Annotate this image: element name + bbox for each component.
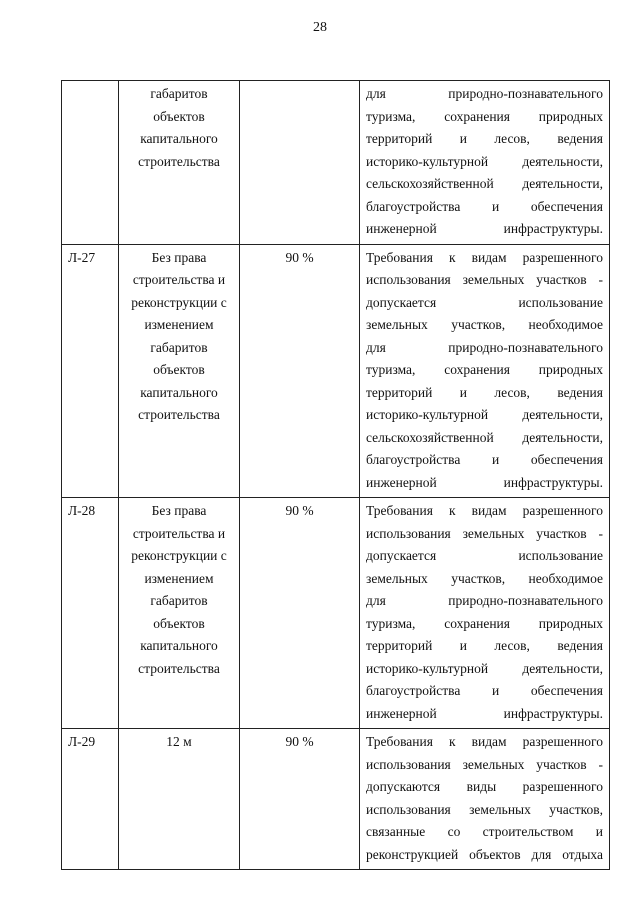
param-line: Без права	[151, 249, 207, 265]
percent-cell: 90 %	[240, 498, 360, 729]
req-line: реконструкцией объектов для отдыха	[366, 846, 603, 862]
req-line: территорий и лесов, ведения	[366, 384, 603, 400]
req-line: инженерной инфраструктуры.	[366, 705, 603, 721]
param-line: капитального	[140, 131, 218, 146]
zoning-table	[61, 80, 610, 870]
height-param-cell	[119, 244, 240, 498]
req-line: земельных участков, необходимое	[366, 570, 603, 586]
req-line: территорий и лесов, ведения	[366, 131, 603, 146]
param-line: реконструкции с	[131, 294, 227, 310]
requirements-cell	[360, 244, 610, 498]
param-line: строительства	[138, 407, 220, 422]
requirements-cell	[360, 498, 610, 729]
req-line: Требования к видам разрешенного	[366, 503, 603, 518]
req-line: историко-культурной деятельности,	[366, 660, 603, 676]
percent-cell	[240, 81, 360, 245]
req-line: для природно-познавательного	[366, 593, 603, 608]
table-row	[62, 81, 610, 245]
req-line: земельных участков, необходимое	[366, 317, 603, 332]
zone-code-cell: Л-28	[62, 498, 119, 729]
param-line: реконструкции с	[131, 548, 227, 563]
param-line: габаритов	[150, 593, 208, 608]
req-line: туризма, сохранения природных	[366, 108, 603, 124]
param-line: изменением	[144, 570, 214, 586]
percent-cell: 90 %	[240, 244, 360, 498]
param-line: объектов	[153, 362, 205, 377]
req-line: сельскохозяйственной деятельности,	[366, 429, 603, 445]
height-param-cell	[119, 729, 240, 870]
req-line: использования земельных участков -	[366, 756, 603, 772]
req-line: благоустройства и обеспечения	[366, 198, 603, 214]
req-line: сельскохозяйственной деятельности,	[366, 176, 603, 191]
req-line: допускается использование	[366, 294, 603, 310]
req-line: туризма, сохранения природных	[366, 615, 603, 631]
req-line: допускается использование	[366, 548, 603, 563]
page-number: 28	[313, 20, 327, 35]
param-line: Без права	[151, 503, 207, 518]
req-line: использования земельных участков -	[366, 525, 603, 541]
param-line: объектов	[153, 615, 205, 631]
zone-code-cell	[62, 81, 119, 245]
req-line: для природно-познавательного	[366, 86, 603, 101]
req-line: допускаются виды разрешенного	[366, 779, 603, 794]
param-line: капитального	[140, 384, 218, 400]
zoning-table-body	[62, 81, 610, 870]
param-line: изменением	[144, 317, 214, 332]
req-line: инженерной инфраструктуры.	[366, 474, 603, 490]
param-line: габаритов	[150, 86, 208, 101]
table-row	[62, 729, 610, 870]
req-line: историко-культурной деятельности,	[366, 407, 603, 422]
zone-code-cell: Л-27	[62, 244, 119, 498]
req-line: инженерной инфраструктуры.	[366, 221, 603, 236]
req-line: Требования к видам разрешенного	[366, 734, 603, 749]
req-line: связанные со строительством и	[366, 824, 603, 839]
req-line: использования земельных участков -	[366, 272, 603, 287]
param-line: габаритов	[150, 339, 208, 355]
req-line: благоустройства и обеспечения	[366, 452, 603, 467]
requirements-cell	[360, 81, 610, 245]
percent-cell: 90 %	[240, 729, 360, 870]
param-line: строительства	[138, 153, 220, 169]
req-line: использования земельных участков,	[366, 801, 603, 817]
table-row	[62, 498, 610, 729]
height-param-cell	[119, 81, 240, 245]
param-line: строительства и	[132, 525, 226, 541]
param-line: объектов	[153, 108, 205, 124]
param-line: строительства	[138, 660, 220, 676]
table-row	[62, 244, 610, 498]
req-line: Требования к видам разрешенного	[366, 249, 603, 265]
param-line: капитального	[140, 638, 218, 653]
req-line: туризма, сохранения природных	[366, 362, 603, 377]
requirements-cell	[360, 729, 610, 870]
req-line: территорий и лесов, ведения	[366, 638, 603, 653]
zone-code-cell: Л-29	[62, 729, 119, 870]
req-line: для природно-познавательного	[366, 339, 603, 355]
height-param-cell	[119, 498, 240, 729]
req-line: благоустройства и обеспечения	[366, 683, 603, 698]
param-line: 12 м	[166, 734, 192, 749]
param-line: строительства и	[132, 272, 226, 287]
req-line: историко-культурной деятельности,	[366, 153, 603, 169]
